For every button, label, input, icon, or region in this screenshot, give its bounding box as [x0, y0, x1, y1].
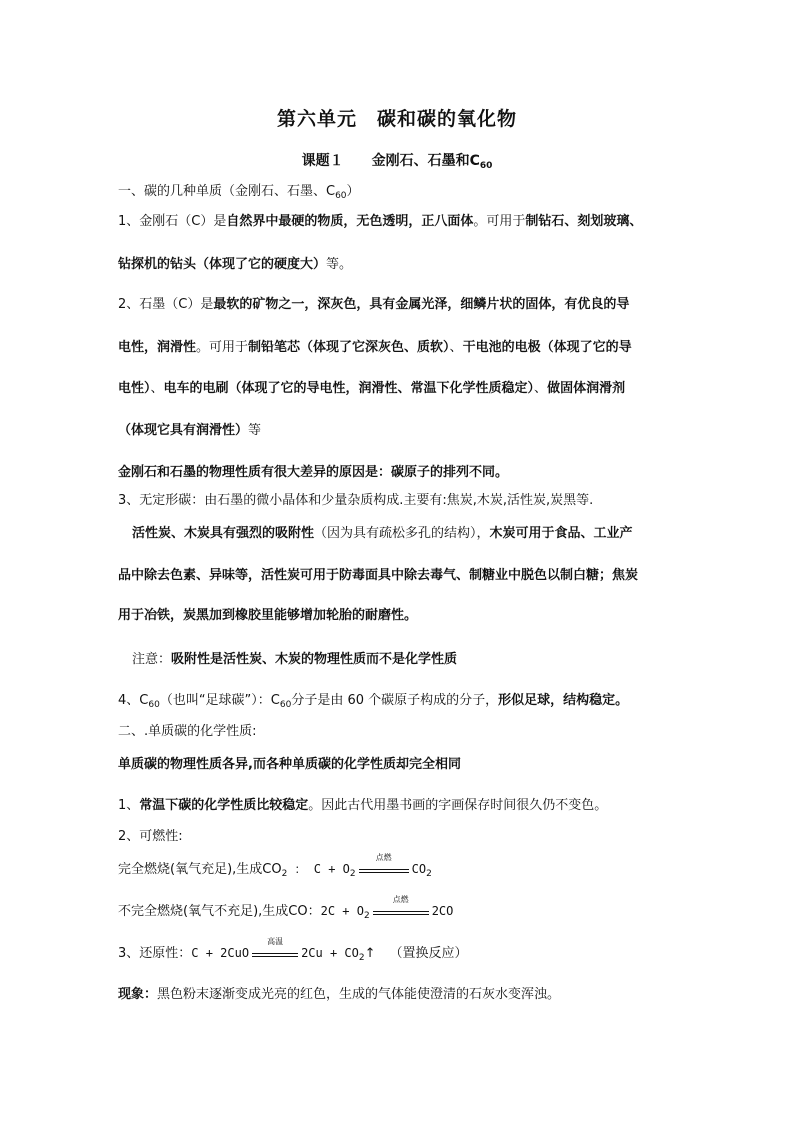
bold-run: 现象： — [118, 987, 158, 1002]
amorphous-carbon-line4: 用于冶铁，炭黑加到橡胶里能够增加轮胎的耐磨性。 — [118, 608, 418, 623]
arrow-line — [373, 911, 429, 912]
text-run: 3、还原性： — [118, 946, 192, 961]
bold-run: 电性） — [118, 381, 151, 396]
text-run: 完全燃烧(氧气充足),生成CO — [118, 862, 282, 877]
phenomenon-paragraph — [118, 986, 560, 1004]
graphite-paragraph-line2 — [118, 339, 632, 357]
bold-run: 木炭可用于食品、工业产 — [489, 526, 633, 541]
text-run: 、 — [534, 381, 548, 396]
subscript: 2 — [426, 869, 432, 879]
section-one-sub: 60 — [335, 191, 347, 201]
equation-product: CO — [411, 862, 427, 876]
graphite-paragraph-line4 — [118, 422, 261, 440]
combustibility-heading: 2、可燃性: — [118, 829, 183, 844]
stability-paragraph — [118, 797, 607, 815]
arrow-line — [252, 956, 298, 957]
equation-reactants: C + 2CuO — [191, 946, 250, 960]
bold-run: 做固体润滑剂 — [547, 381, 626, 396]
text-run: （因为具有疏松多孔的结构）， — [314, 526, 490, 541]
amorphous-carbon-line2 — [132, 525, 633, 543]
subscript: 2 — [363, 911, 370, 921]
text-run: 分子是由 60 个碳原子构成的分子， — [291, 693, 499, 708]
text-run: （也叫“足球碳”）：C — [159, 693, 280, 708]
arrow-line — [373, 914, 429, 915]
lesson-title-text: 课题１ 金刚石、石墨和C — [301, 153, 480, 169]
diamond-paragraph-line2 — [118, 256, 352, 274]
amorphous-carbon-line1: 3、无定形碳：由石墨的微小晶体和少量杂质构成.主要有:焦炭,木炭,活性炭,炭黑等. — [118, 493, 594, 508]
equation-product: 2CO — [431, 904, 454, 918]
bold-run: 自然界中最硬的物质，无色透明，正八面体 — [226, 214, 474, 229]
graphite-paragraph-line1 — [118, 296, 629, 314]
bold-run: 制铅笔芯（体现了它深灰色、质软） — [248, 340, 450, 355]
reaction-type: （置换反应） — [389, 946, 468, 961]
bold-run: 制钻石、刻划玻璃、 — [525, 214, 643, 229]
text-run: 、 — [449, 340, 463, 355]
lesson-title-sub: 60 — [479, 161, 493, 171]
text-run: 4、C — [118, 693, 149, 708]
reaction-arrow — [373, 894, 429, 920]
text-run: 1、 — [118, 798, 140, 813]
lesson-title — [0, 150, 794, 170]
bold-run: 吸附性是活性炭、木炭的物理性质而不是化学性质 — [171, 652, 458, 667]
bold-run: 常温下碳的化学性质比较稳定 — [139, 798, 309, 813]
bold-run: （体现它具有润滑性） — [118, 423, 249, 438]
complete-combustion-equation — [118, 852, 432, 879]
section-one-text: 一、碳的几种单质（金刚石、石墨、C — [118, 184, 336, 199]
reaction-arrow — [359, 852, 409, 878]
text-run: 。可用于 — [473, 214, 526, 229]
bold-run: 形似足球，结构稳定。 — [498, 693, 629, 708]
arrow-line — [359, 872, 409, 873]
reaction-arrow — [252, 936, 298, 962]
text-run: 注意： — [132, 652, 172, 667]
subscript: 60 — [148, 700, 160, 710]
chemical-properties-note: 单质碳的物理性质各异,而各种单质碳的化学性质却完全相同 — [118, 757, 461, 772]
reduction-equation — [118, 936, 468, 963]
document-title: 第六单元 碳和碳的氧化物 — [276, 108, 517, 130]
text-run: 。因此古代用墨书画的字画保存时间很久仍不变色。 — [308, 798, 608, 813]
section-one-close: ） — [346, 184, 360, 199]
bold-run: 电性，润滑性 — [118, 340, 197, 355]
bold-run: 钻探机的钻头（体现了它的硬度大） — [118, 257, 327, 272]
equation-product: 2Cu + CO — [301, 946, 359, 960]
equation-reactants: ： C + O — [287, 862, 350, 876]
gas-arrow-symbol: ↑ — [364, 946, 376, 961]
graphite-paragraph-line3 — [118, 380, 625, 398]
text-run: 。可用于 — [196, 340, 249, 355]
section-one-heading — [118, 183, 360, 201]
text-run: 黑色粉末逐渐变成光亮的红色，生成的气体能使澄清的石灰水变浑浊。 — [157, 987, 561, 1002]
arrow-line — [252, 953, 298, 954]
incomplete-combustion-equation — [118, 894, 454, 921]
arrow-line — [359, 869, 409, 870]
reaction-condition: 点燃 — [392, 894, 409, 904]
structure-difference-note: 金刚石和石墨的物理性质有很大差异的原因是：碳原子的排列不同。 — [118, 465, 509, 480]
c60-paragraph — [118, 692, 628, 710]
subscript: 2 — [358, 953, 365, 963]
text-run: 2、石墨（C）是 — [118, 297, 214, 312]
subscript: 2 — [349, 869, 356, 879]
bold-run: 干电池的电极（体现了它的导 — [462, 340, 632, 355]
subscript: 60 — [279, 700, 292, 710]
reaction-condition: 点燃 — [375, 852, 392, 862]
section-two-heading: 二、.单质碳的化学性质: — [118, 724, 257, 739]
adsorption-note — [132, 651, 457, 669]
subscript: 2 — [281, 869, 288, 879]
text-run: 等。 — [326, 257, 353, 272]
amorphous-carbon-line3: 品中除去色素、异味等，活性炭可用于防毒面具中除去毒气、制糖业中脱色以制白糖；焦炭 — [118, 568, 639, 583]
text-run: 等 — [248, 423, 262, 438]
bold-run: 最软的矿物之一，深灰色，具有金属光泽，细鳞片状的固体，有优良的导 — [213, 297, 630, 312]
text-run: 、 — [150, 381, 164, 396]
text-run: 1、金刚石（C）是 — [118, 214, 227, 229]
equation-reactants: 2C + O — [320, 904, 364, 918]
text-run: 不完全燃烧(氧气不充足),生成CO： — [118, 904, 321, 919]
diamond-paragraph-line1 — [118, 213, 642, 231]
bold-run: 电车的电刷（体现了它的导电性，润滑性、常温下化学性质稳定） — [163, 381, 535, 396]
reaction-condition: 高温 — [267, 936, 284, 946]
bold-run: 活性炭、木炭具有强烈的吸附性 — [132, 526, 315, 541]
